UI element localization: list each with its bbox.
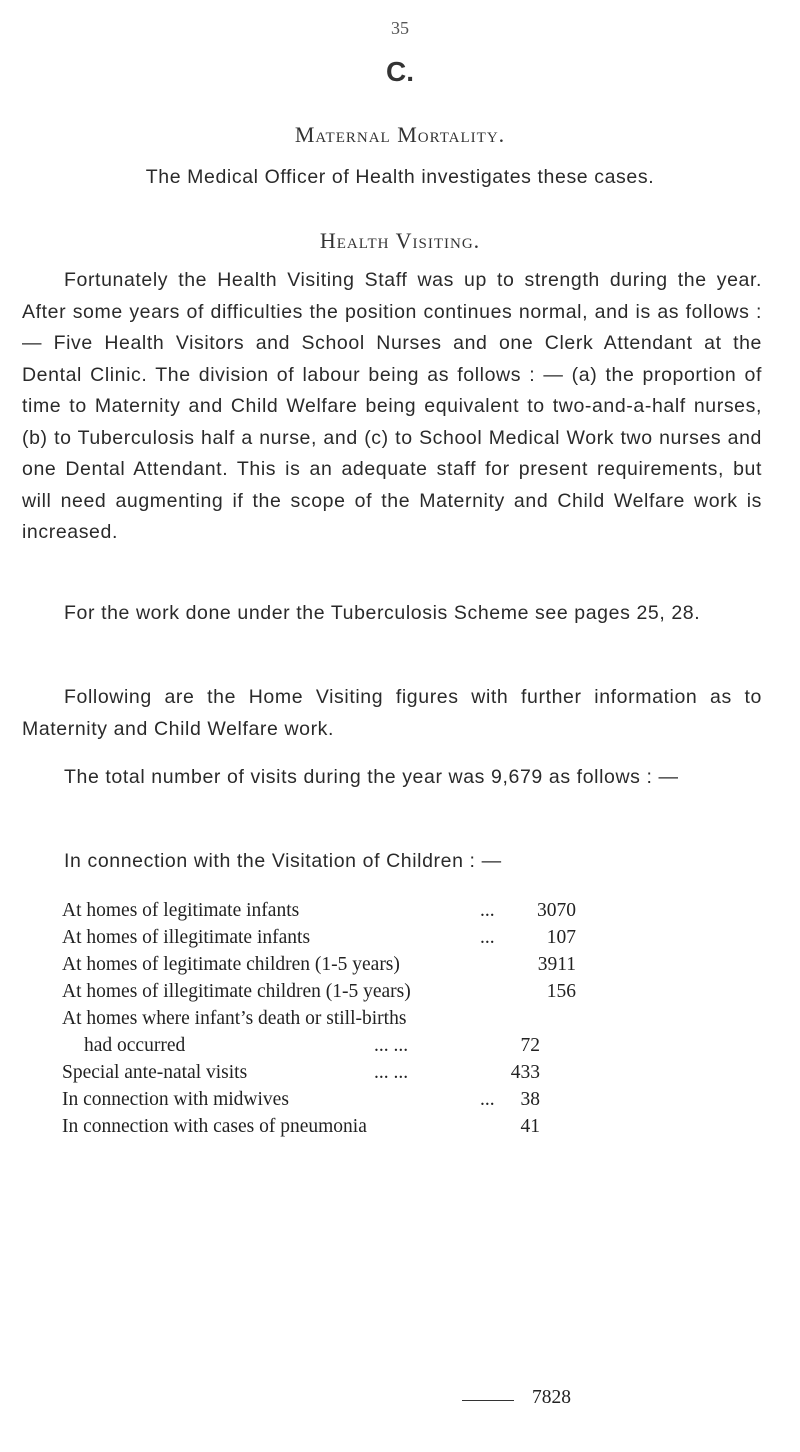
table-row	[62, 900, 762, 927]
row-label: At homes of legitimate infants	[62, 900, 300, 921]
row-label: At homes of legitimate children (1-5 years)	[62, 954, 400, 975]
table-row	[62, 954, 762, 981]
row-value: 72	[520, 1035, 540, 1056]
row-label: At homes of illegitimate infants	[62, 927, 311, 948]
row-label: At homes of illegitimate children (1-5 years)	[62, 981, 411, 1002]
table-row	[62, 1062, 762, 1089]
row-value: 38	[520, 1089, 540, 1110]
row-dots: ...	[480, 927, 495, 948]
visits-table	[62, 900, 762, 1143]
row-label: In connection with midwives	[62, 1089, 289, 1110]
row-value: 3911	[537, 954, 576, 975]
table-row	[62, 1116, 762, 1143]
paragraph-staff: Fortunately the Health Visiting Staff was up to strength during the year. After some years of difficulties the position continues normal, and is as follows : — Five Health Visitors and School Nurses and one Clerk Attendant at the Dental Clinic. The division of labour being as follows : — (a) the proportion of time to Maternity and Child Welfare being equivalent to two-and-a-half nurses, (b) to Tuberculosis half a nurse, and (c) to School Medical Work two nurses and one Dental Attendant. This is an adequate staff for present requirements, but will need augmenting if the scope of the Maternity and Child Welfare work is increased.	[22, 269, 762, 543]
page-number: 35	[391, 18, 409, 38]
row-dots: ...	[480, 900, 495, 921]
paragraph-total-visits: The total number of visits during the year was 9,679 as follows : —	[64, 766, 679, 788]
row-dots: ...	[480, 1089, 495, 1110]
paragraph-home-visiting: Following are the Home Visiting figures with further information as to Maternity and Child Welfare work.	[22, 686, 762, 740]
row-label: At homes where infant’s death or still-births	[62, 1008, 407, 1029]
row-dots: ... ...	[374, 1062, 409, 1083]
row-value: 3070	[537, 900, 576, 921]
table-row	[62, 1089, 762, 1116]
paragraph-visitation-children: In connection with the Visitation of Children : —	[64, 850, 502, 872]
table-row	[62, 981, 762, 1008]
row-label: Special ante-natal visits	[62, 1062, 248, 1083]
heading-maternal-mortality: Maternal Mortality.	[294, 122, 506, 147]
row-value: 433	[510, 1062, 540, 1083]
table-row	[62, 927, 762, 954]
sum-rule	[462, 1400, 514, 1401]
row-label: In connection with cases of pneumonia	[62, 1116, 367, 1137]
row-value: 107	[546, 927, 576, 948]
paragraph-tuberculosis: For the work done under the Tuberculosis Scheme see pages 25, 28.	[64, 602, 701, 624]
row-dots: ... ...	[374, 1035, 409, 1056]
heading-health-visiting: Health Visiting.	[319, 228, 481, 253]
section-letter: C.	[386, 56, 414, 87]
row-label: had occurred	[84, 1035, 186, 1056]
visits-total: 7828	[532, 1387, 571, 1408]
table-row	[62, 1008, 762, 1035]
maternal-text: The Medical Officer of Health investigates these cases.	[145, 166, 655, 188]
row-value: 41	[520, 1116, 540, 1137]
row-value: 156	[546, 981, 576, 1002]
table-row	[62, 1035, 762, 1062]
